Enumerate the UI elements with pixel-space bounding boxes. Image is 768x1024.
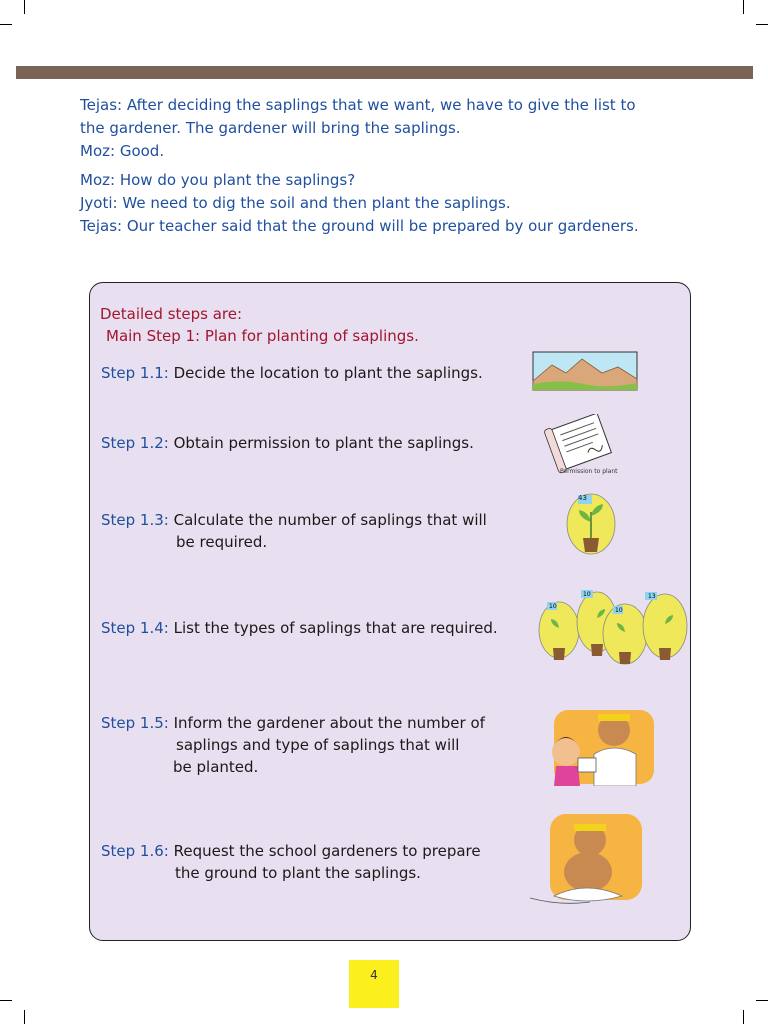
saplings-group-icon — [537, 588, 689, 672]
sapling-type-tag: 10 — [549, 603, 557, 610]
crop-mark — [743, 0, 744, 14]
step-1-1: Step 1.1: Decide the location to plant the saplings. — [101, 364, 483, 382]
dialogue-line: Moz: How do you plant the saplings? — [80, 171, 356, 189]
dialogue-line: the gardener. The gardener will bring the saplings. — [80, 119, 461, 137]
permission-caption: Permission to plant — [560, 468, 618, 475]
sapling-icon — [565, 492, 617, 556]
dialogue-line: Jyoti: We need to dig the soil and then plant the saplings. — [80, 194, 511, 212]
crop-mark — [24, 1010, 25, 1024]
permission-document-icon — [542, 414, 626, 476]
sapling-count-tag: 43 — [578, 494, 587, 502]
header-bar — [16, 66, 753, 79]
seated-gardener-icon — [526, 810, 650, 912]
crop-mark — [756, 24, 768, 25]
sapling-type-tag: 10 — [615, 607, 623, 614]
dialogue-line: Tejas: After deciding the saplings that we want, we have to give the list to — [80, 96, 636, 114]
dialogue-line: Tejas: Our teacher said that the ground will be prepared by our gardeners. — [80, 217, 639, 235]
step-1-2: Step 1.2: Obtain permission to plant the saplings. — [101, 434, 474, 452]
sapling-type-tag: 13 — [648, 593, 656, 600]
main-step-heading: Main Step 1: Plan for planting of saplings. — [106, 327, 419, 345]
crop-mark — [756, 1000, 768, 1001]
crop-mark — [743, 1010, 744, 1024]
girl-and-gardener-icon — [538, 700, 658, 786]
step-1-5: Step 1.5: Inform the gardener about the number of saplings and type of saplings that will be planted. — [101, 714, 485, 776]
step-1-3: Step 1.3: Calculate the number of saplings that will be required. — [101, 511, 487, 551]
steps-heading: Detailed steps are: — [100, 305, 243, 323]
crop-mark — [0, 1000, 12, 1001]
step-1-6: Step 1.6: Request the school gardeners to prepare the ground to plant the saplings. — [101, 842, 481, 882]
dialogue-line: Moz: Good. — [80, 142, 165, 160]
page-number: 4 — [349, 960, 399, 1008]
dialogue — [80, 94, 700, 238]
crop-mark — [24, 0, 25, 14]
crop-mark — [0, 24, 12, 25]
sapling-type-tag: 10 — [583, 591, 591, 598]
landscape-icon — [532, 351, 638, 391]
step-1-4: Step 1.4: List the types of saplings that are required. — [101, 619, 498, 637]
